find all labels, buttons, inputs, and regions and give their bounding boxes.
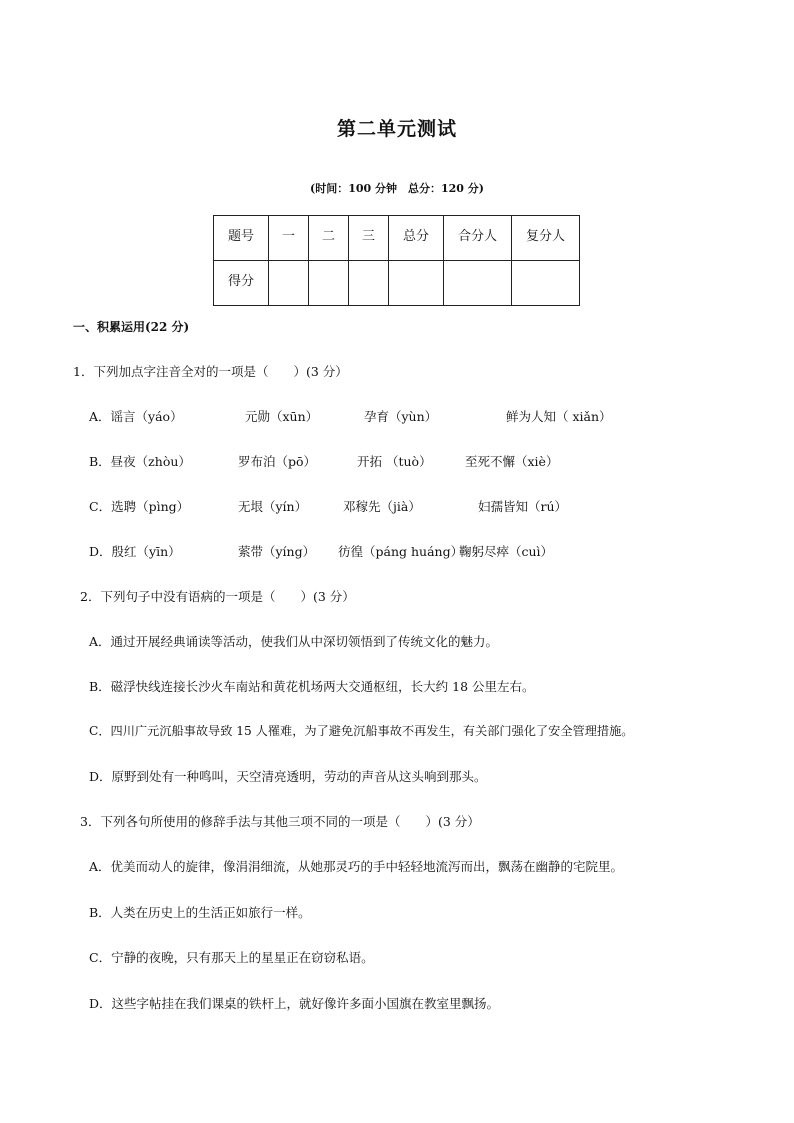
score-table	[213, 215, 580, 306]
question-2-stem: 2．下列句子中没有语病的一项是（ ）(3 分）	[80, 589, 355, 604]
q1-option-c-item: C．选聘（pìng）	[89, 499, 190, 514]
q1-option-d-item: D．殷红（yīn）	[89, 544, 181, 559]
q1-option-d-item: 彷徨（páng huáng）	[338, 544, 464, 559]
q1-option-c-item: 妇孺皆知（rú）	[478, 499, 568, 514]
q1-option-a-item: 鲜为人知（ xiǎn）	[506, 409, 612, 424]
q1-option-b-item: 罗布泊（pō）	[238, 454, 317, 469]
q1-option-b-item: 开拓 （tuò）	[357, 454, 432, 469]
q2-option-c: C．四川广元沉船事故导致 15 人罹难，为了避免沉船事故不再发生，有关部门强化了安全管理措施。	[89, 724, 634, 738]
q3-option-a: A．优美而动人的旋律，像涓涓细流，从她那灵巧的手中轻轻地流泻而出，飘荡在幽静的宅院里。	[89, 859, 624, 874]
exam-info: (时间：100 分钟 总分：120 分)	[310, 182, 484, 195]
header-cell: 一	[269, 216, 309, 261]
q3-option-b: B．人类在历史上的生活正如旅行一样。	[89, 905, 311, 920]
q2-option-a: A．通过开展经典诵读等活动，使我们从中深切领悟到了传统文化的魅力。	[89, 634, 499, 649]
score-cell	[389, 261, 444, 306]
q1-option-b-item: B．昼夜（zhòu）	[89, 454, 191, 469]
q1-option-a-item: 元勋（xūn）	[245, 409, 319, 424]
header-cell: 合分人	[444, 216, 512, 261]
q1-option-b-item: 至死不懈（xiè）	[465, 454, 559, 469]
q3-option-d: D．这些字帖挂在我们课桌的铁杆上，就好像许多面小国旗在教室里飘扬。	[89, 996, 500, 1011]
header-cell: 复分人	[512, 216, 580, 261]
header-cell: 总分	[389, 216, 444, 261]
q1-option-c-item: 邓稼先（jià）	[343, 499, 421, 514]
header-cell: 题号	[214, 216, 269, 261]
question-1-stem: 1．下列加点字注音全对的一项是（ ）(3 分）	[73, 364, 348, 379]
header-cell: 二	[309, 216, 349, 261]
q1-option-a-item: 孕育（yùn）	[364, 409, 438, 424]
score-table-score-row	[214, 261, 580, 306]
q1-option-d-item: 鞠躬尽瘁（cuì）	[459, 544, 554, 559]
q1-option-d-item: 萦带（yíng）	[238, 544, 316, 559]
q1-option-c-item: 无垠（yín）	[238, 499, 308, 514]
score-table-header-row	[214, 216, 580, 261]
q2-option-b: B．磁浮快线连接长沙火车南站和黄花机场两大交通枢纽，长大约 18 公里左右。	[89, 679, 535, 694]
score-cell	[269, 261, 309, 306]
score-cell	[349, 261, 389, 306]
page-title: 第二单元测试	[336, 118, 457, 140]
row-label-cell: 得分	[214, 261, 269, 306]
score-cell	[444, 261, 512, 306]
score-cell	[512, 261, 580, 306]
question-3-stem: 3．下列各句所使用的修辞手法与其他三项不同的一项是（ ）(3 分）	[80, 814, 480, 829]
header-cell: 三	[349, 216, 389, 261]
q2-option-d: D．原野到处有一种鸣叫，天空清亮透明，劳动的声音从这头响到那头。	[89, 769, 487, 784]
q1-option-a-item: A．谣言（yáo）	[89, 409, 183, 424]
q3-option-c: C．宁静的夜晚，只有那天上的星星正在窃窃私语。	[89, 950, 374, 965]
score-cell	[309, 261, 349, 306]
section-heading: 一、积累运用(22 分)	[73, 320, 190, 334]
